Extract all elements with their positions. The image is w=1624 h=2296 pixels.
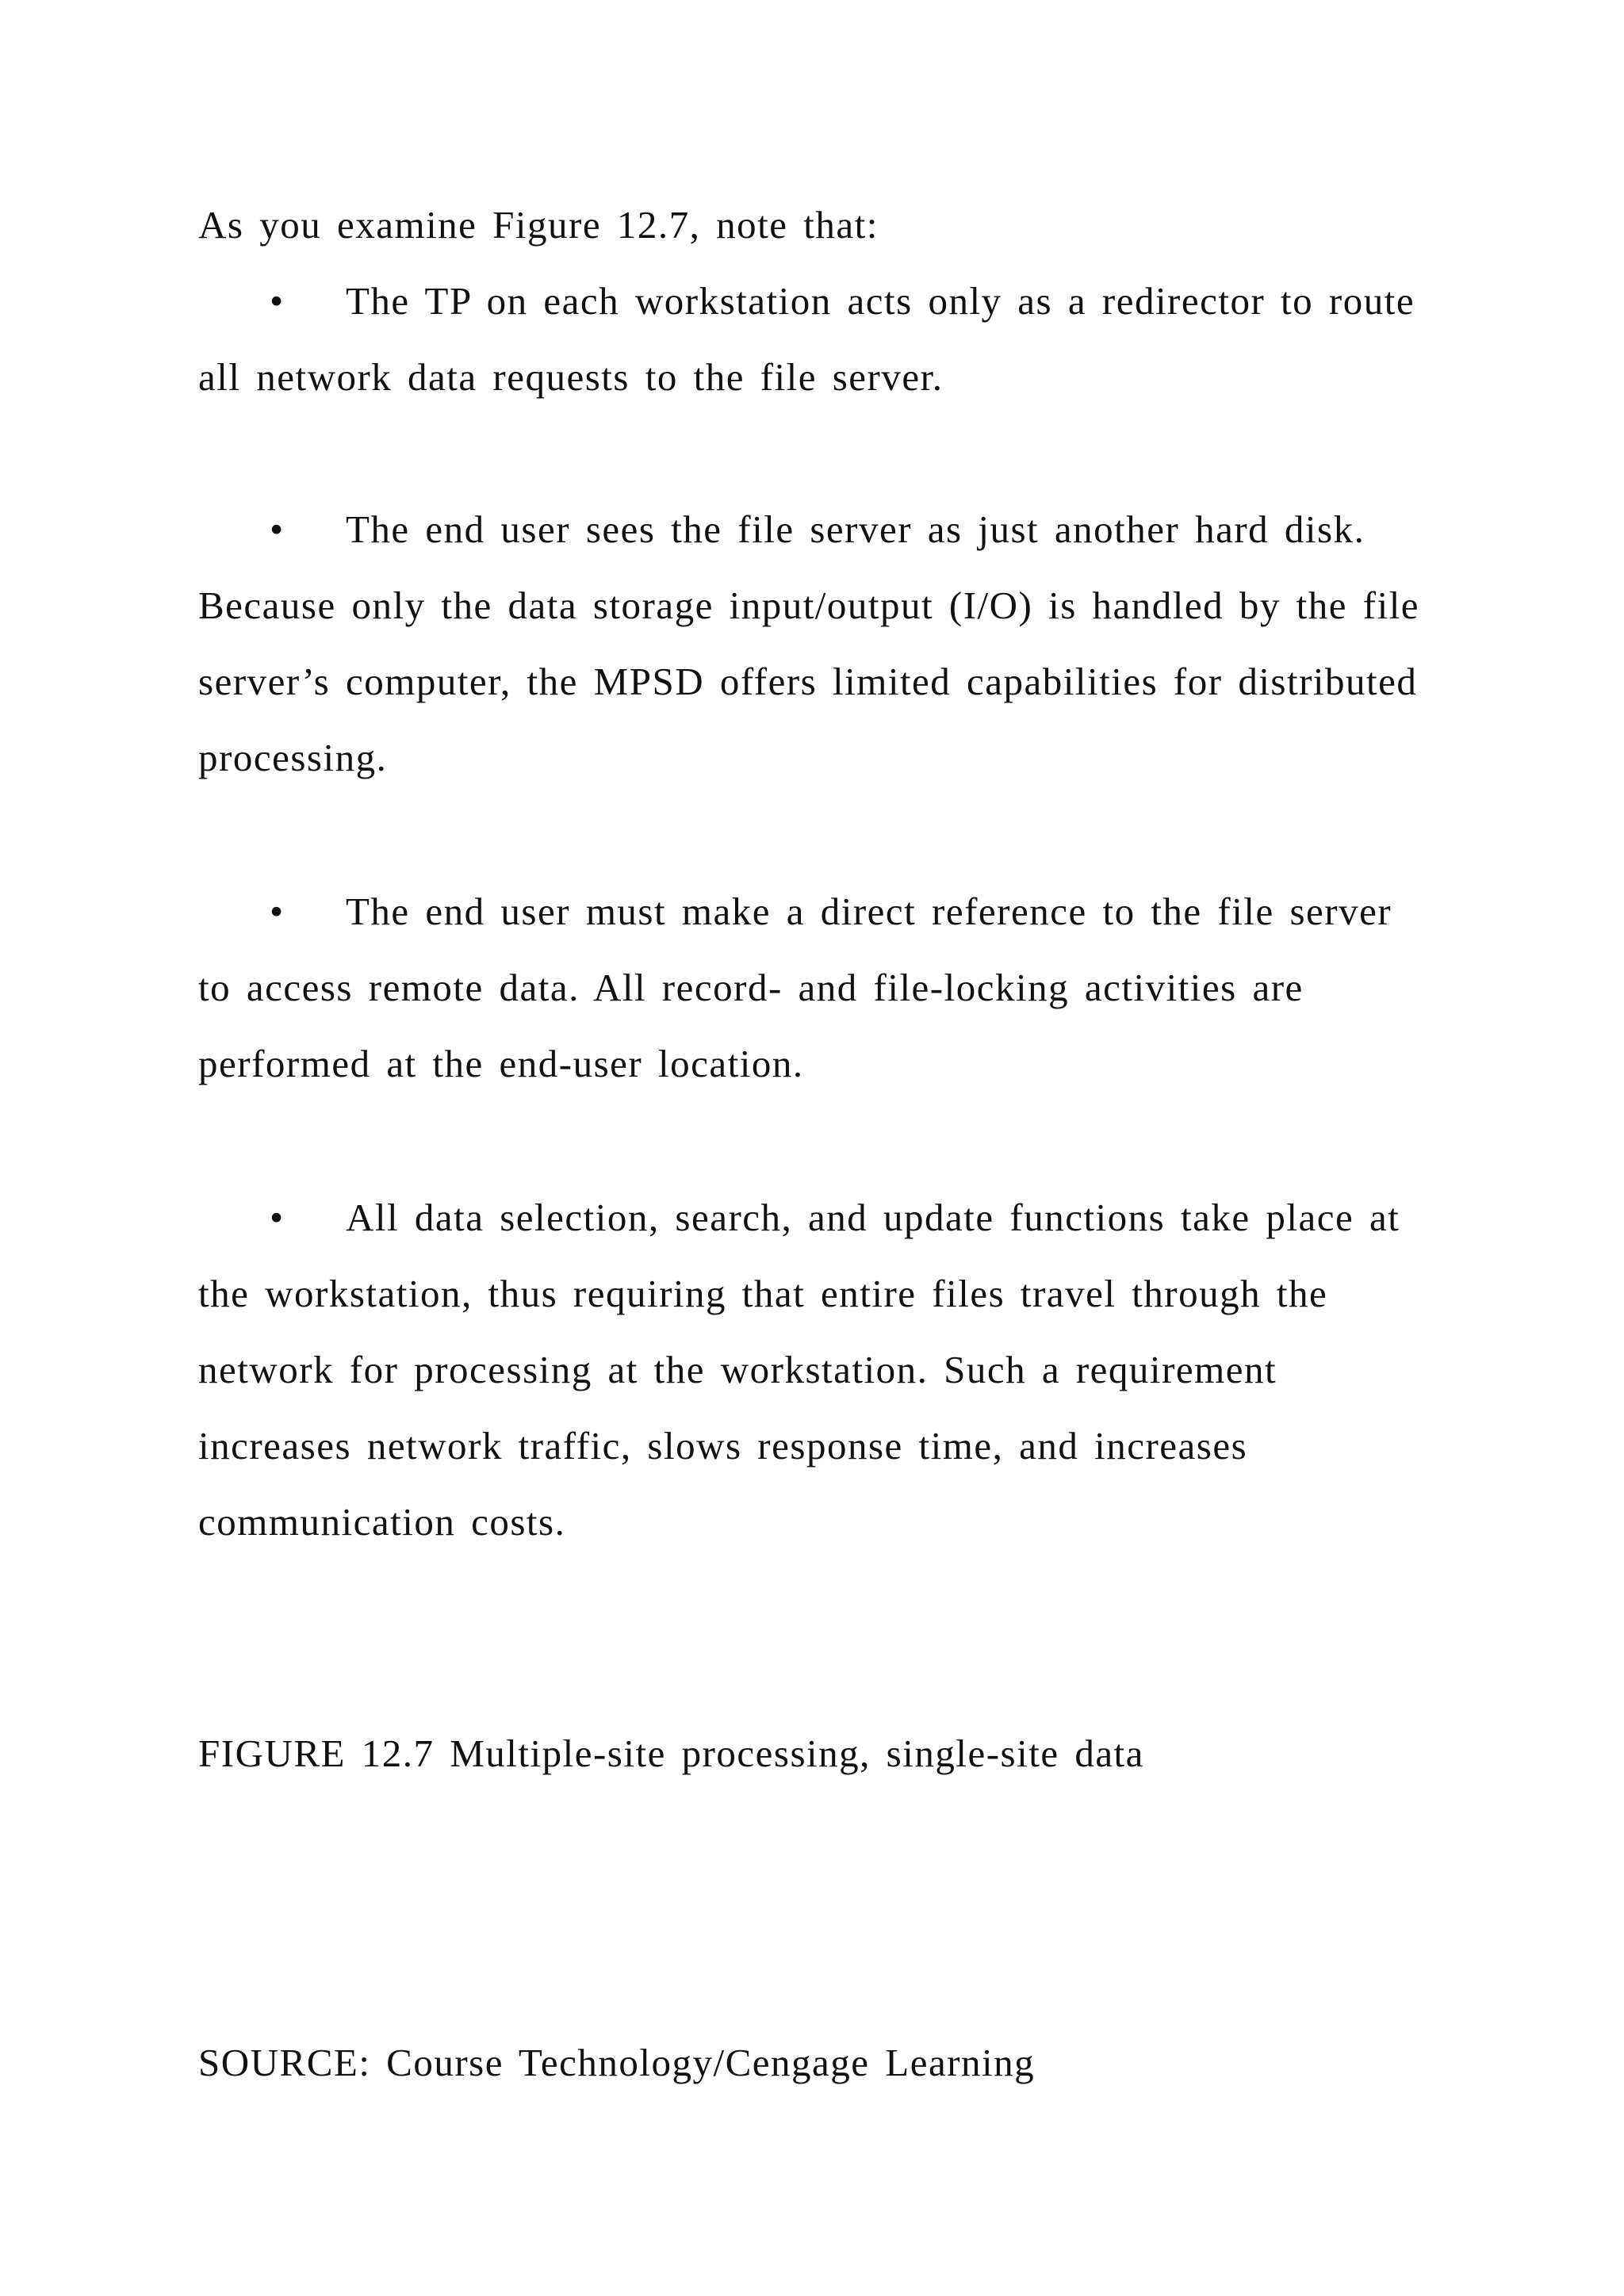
bullet-text: The end user must make a direct reference to the file server to access remote data. All record- and file-locking activities are performed at the end-user location. bbox=[198, 890, 1392, 1085]
bullet-text: The end user sees the file server as just another hard disk. Because only the data storage input/output (I/O) is handled by the file server’s computer, the MPSD offers limited capabilities for distributed processing. bbox=[198, 507, 1420, 779]
bullet-item-2 bbox=[198, 492, 1435, 796]
bullet-marker: • bbox=[270, 279, 285, 323]
bullet-text: The TP on each workstation acts only as a redirector to route all network data requests to the file server. bbox=[198, 279, 1415, 399]
bullet-marker: • bbox=[270, 890, 285, 933]
figure-caption: FIGURE 12.7 Multiple-site processing, single-site data bbox=[198, 1732, 1144, 1775]
source-credit: SOURCE: Course Technology/Cengage Learning bbox=[198, 2041, 1036, 2084]
bullet-marker: • bbox=[270, 507, 285, 551]
bullet-item-4 bbox=[198, 1180, 1435, 1560]
bullet-item-1 bbox=[198, 263, 1435, 415]
bullet-marker: • bbox=[270, 1196, 285, 1239]
bullet-text: All data selection, search, and update functions take place at the workstation, thus requiring that entire files travel through the network for processing at the workstation. Such a requirement increases network traffic, slows response time, and increases communication costs. bbox=[198, 1196, 1400, 1544]
intro-paragraph: As you examine Figure 12.7, note that: bbox=[198, 203, 879, 247]
bullet-item-3 bbox=[198, 874, 1435, 1102]
